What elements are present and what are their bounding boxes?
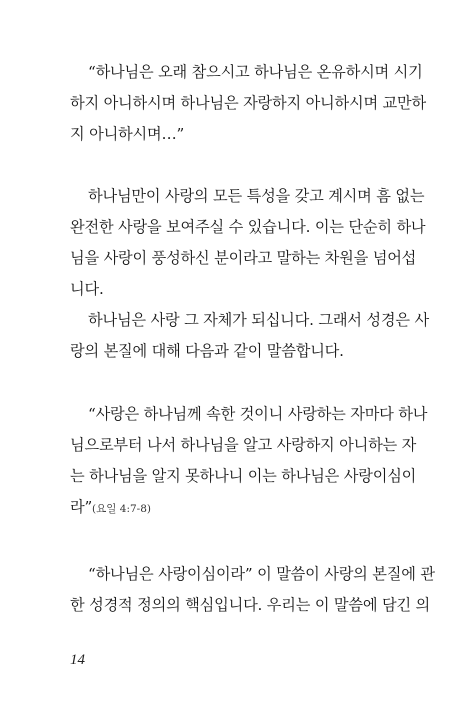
text-line: “하나님은 사랑이심이라” 이 말씀이 사랑의 본질에 관 <box>88 565 435 583</box>
text-line: 완전한 사랑을 보여주실 수 있습니다. 이는 단순히 하나 <box>70 218 426 236</box>
quote-end-text: 라” <box>70 498 93 516</box>
text-line: 하나님은 사랑 그 자체가 되십니다. 그래서 성경은 사 <box>88 311 429 329</box>
text-line: “하나님은 오래 참으시고 하나님은 온유하시며 시기 <box>88 63 423 81</box>
text-line: 한 성경적 정의의 핵심입니다. 우리는 이 말씀에 담긴 의 <box>70 596 431 614</box>
page-number: 14 <box>70 652 85 668</box>
text-line: 랑의 본질에 대해 다음과 같이 말씀합니다. <box>70 342 344 360</box>
text-line: 하나님만이 사랑의 모든 특성을 갖고 계시며 흠 없는 <box>88 187 425 205</box>
text-line: 님으로부터 나서 하나님을 알고 사랑하지 아니하는 자 <box>70 436 417 454</box>
text-line <box>70 497 400 519</box>
text-line: 니다. <box>70 280 104 298</box>
text-line: 는 하나님을 알지 못하나니 이는 하나님은 사랑이심이 <box>70 467 417 485</box>
text-line: “사랑은 하나님께 속한 것이니 사랑하는 자마다 하나 <box>88 405 428 423</box>
text-line: 지 아니하시며…” <box>70 125 185 143</box>
text-line: 하지 아니하시며 하나님은 자랑하지 아니하시며 교만하 <box>70 94 426 112</box>
text-line: 님을 사랑이 풍성하신 분이라고 말하는 차원을 넘어섭 <box>70 249 417 267</box>
scripture-citation: (요일 4:7-8) <box>92 503 151 515</box>
